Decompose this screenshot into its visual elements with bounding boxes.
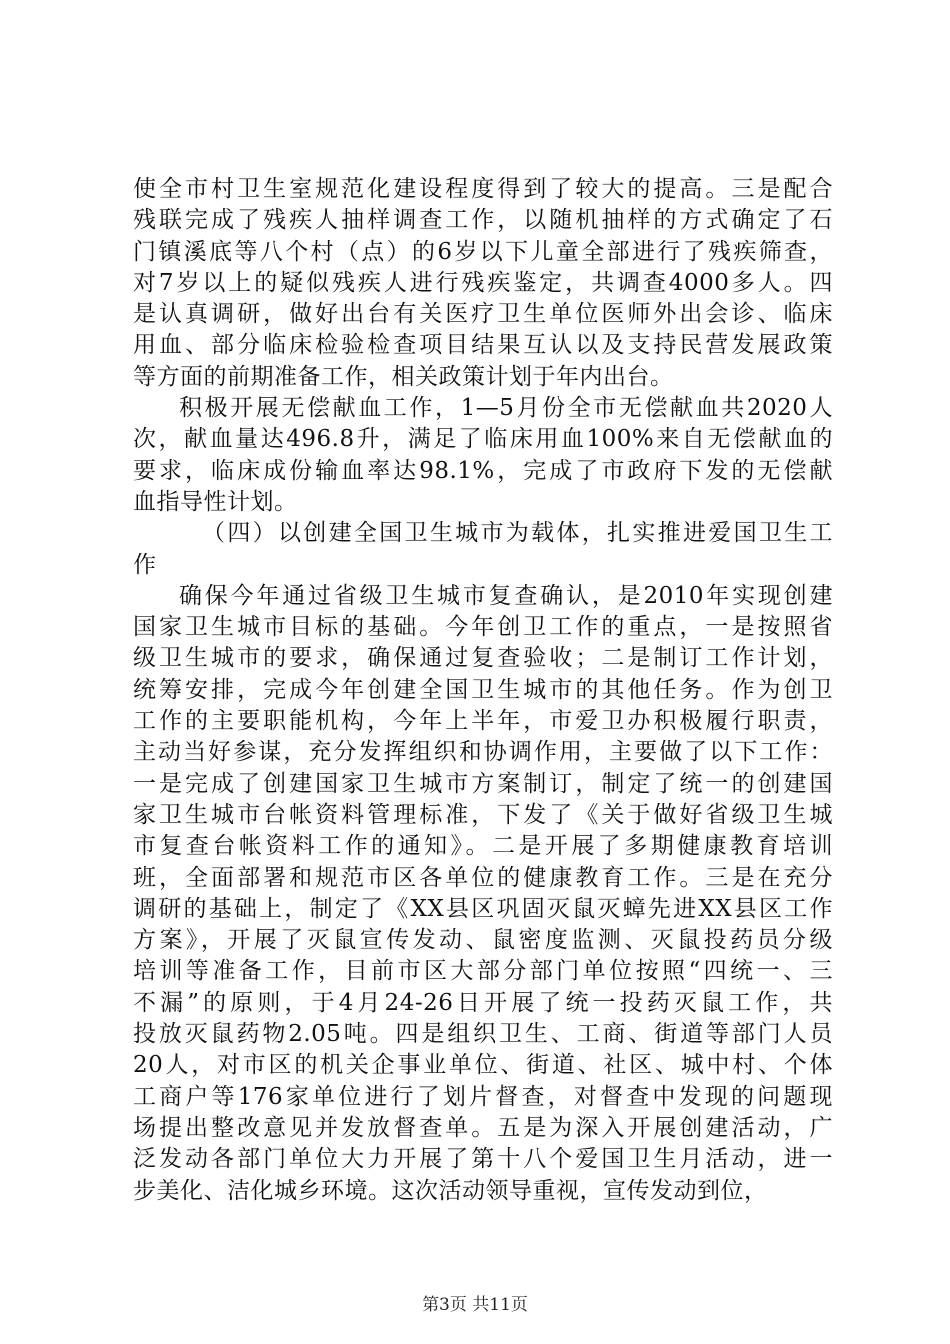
section-heading [133, 518, 833, 581]
text-line: 确保今年通过省级卫生城市复查确认，是2010年实现创建 [179, 582, 833, 609]
paragraph [133, 393, 833, 518]
text-line: 级卫生城市的要求，确保通过复查验收；二是制订工作计划， [133, 645, 833, 672]
text-line: 工作的主要职能机构，今年上半年，市爱卫办积极履行职责， [133, 708, 833, 735]
text-line: 培训等准备工作，目前市区大部分部门单位按照“四统一、三 [133, 958, 833, 985]
text-line: 班，全面部署和规范市区各单位的健康教育工作。三是在充分 [133, 864, 833, 891]
text-line: 用血、部分临床检验检查项目结果互认以及支持民营发展政策 [133, 332, 833, 359]
text-line: 不漏”的原则，于4月24-26日开展了统一投药灭鼠工作，共 [133, 989, 833, 1016]
text-line: （四）以创建全国卫生城市为载体，扎实推进爱国卫生工 [202, 520, 833, 547]
text-line: 家卫生城市台帐资料管理标准，下发了《关于做好省级卫生城 [133, 801, 833, 828]
text-line: 次，献血量达496.8升，满足了临床用血100%来自无偿献血的 [133, 426, 833, 453]
text-line: 残联完成了残疾人抽样调查工作，以随机抽样的方式确定了石 [133, 207, 833, 234]
document-body [133, 174, 833, 1207]
text-line: 是认真调研，做好出台有关医疗卫生单位医师外出会诊、临床 [133, 301, 833, 328]
text-line: 方案》，开展了灭鼠宣传发动、鼠密度监测、灭鼠投药员分级 [133, 927, 833, 954]
text-line: 国家卫生城市目标的基础。今年创卫工作的重点，一是按照省 [133, 614, 833, 641]
paragraph [133, 581, 833, 1207]
text-line: 一是完成了创建国家卫生城市方案制订，制定了统一的创建国 [133, 770, 833, 797]
text-line: 20人，对市区的机关企事业单位、街道、社区、城中村、个体 [133, 1052, 833, 1079]
text-line: 要求，临床成份输血率达98.1%，完成了市政府下发的无偿献 [133, 457, 833, 484]
paragraph [133, 174, 833, 393]
text-line: 对7岁以上的疑似残疾人进行残疾鉴定，共调查4000多人。四 [133, 269, 833, 296]
text-line: 主动当好参谋，充分发挥组织和协调作用，主要做了以下工作： [133, 739, 833, 766]
text-line: 调研的基础上，制定了《XX县区巩固灭鼠灭蟑先进XX县区工作 [133, 895, 833, 922]
text-line: 泛发动各部门单位大力开展了第十八个爱国卫生月活动，进一 [133, 1146, 833, 1173]
text-line: 统筹安排，完成今年创建全国卫生城市的其他任务。作为创卫 [133, 676, 833, 703]
text-line: 门镇溪底等八个村（点）的6岁以下儿童全部进行了残疾筛查， [133, 238, 833, 265]
text-line: 场提出整改意见并发放督查单。五是为深入开展创建活动，广 [133, 1114, 833, 1141]
text-line: 积极开展无偿献血工作，1—5月份全市无偿献血共2020人 [179, 395, 833, 422]
text-line: 等方面的前期准备工作，相关政策计划于年内出台。 [133, 363, 674, 390]
page-number-footer: 第3页 共11页 [422, 1295, 528, 1315]
text-line: 使全市村卫生室规范化建设程度得到了较大的提高。三是配合 [133, 176, 833, 202]
text-line: 步美化、洁化城乡环境。这次活动领导重视，宣传发动到位， [133, 1177, 768, 1204]
text-line: 工商户等176家单位进行了划片督查，对督查中发现的问题现 [133, 1083, 833, 1110]
text-line: 市复查台帐资料工作的通知》。二是开展了多期健康教育培训 [133, 833, 833, 860]
text-line: 投放灭鼠药物2.05吨。四是组织卫生、工商、街道等部门人员 [133, 1021, 833, 1048]
text-line: 血指导性计划。 [133, 488, 298, 515]
text-line: 作 [133, 551, 157, 578]
